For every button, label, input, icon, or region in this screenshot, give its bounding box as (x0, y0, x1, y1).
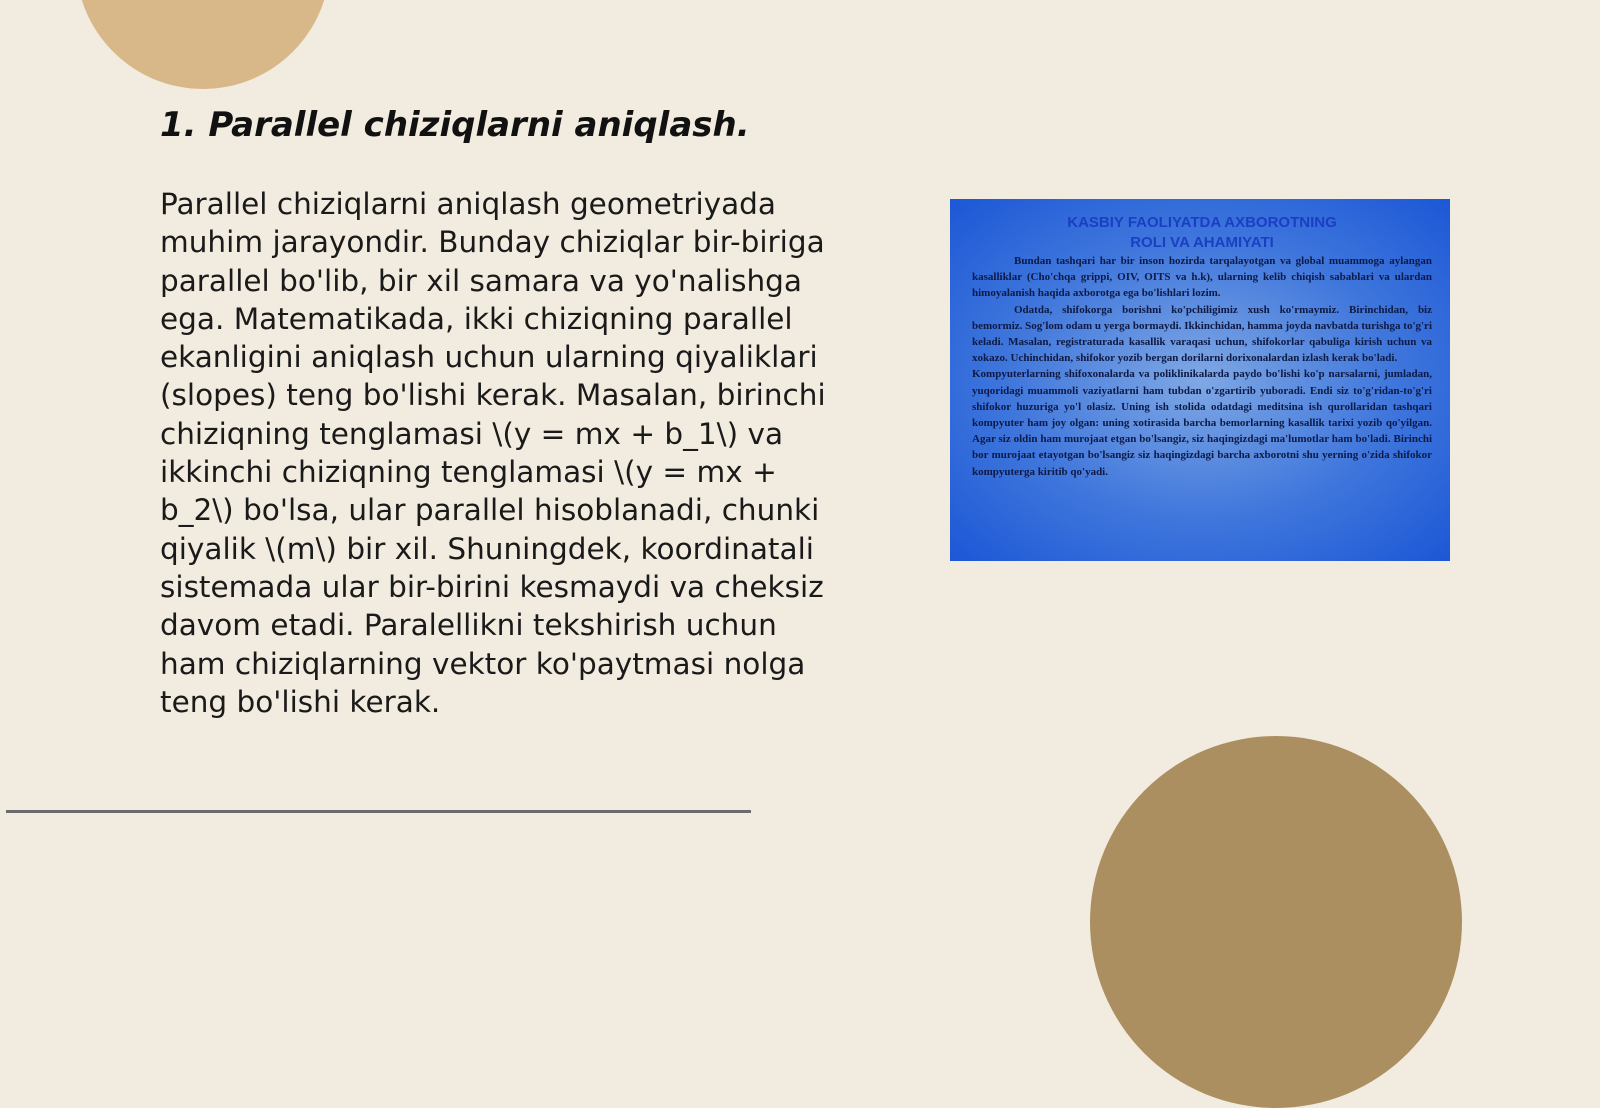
document-image-paragraph: Bundan tashqari har bir inson hozirda tarqalayotgan va global muammoga aylangan kasalliklar (Cho'chqa grippi, OIV, OITS va h.k), ularning kelib chiqish sabablari va ulardan himoyalanish haqida axborotga ega bo'lishlari lozim. (972, 255, 1432, 300)
slide-body-text: Parallel chiziqlarni aniqlash geometriyada muhim jarayondir. Bunday chiziqlar bir-biriga parallel bo'lib, bir xil samara va yo'nalishga ega. Matematikada, ikki chiziqning parallel ekanligini aniqlash uchun ularning qiyaliklari (slopes) teng bo'lishi kerak. Masalan, birinchi chiziqning tenglamasi \(y = mx + b_1\) va ikkinchi chiziqning tenglamasi \(y = mx + b_2\) bo'lsa, ular parallel hisoblanadi, chunki qiyalik \(m\) bir xil. Shuningdek, koordinatali sistemada ular bir-birini kesmaydi va cheksiz davom etadi. Paralellikni tekshirish uchun ham chiziqlarning vektor ko'paytmasi nolga teng bo'lishi kerak. (160, 187, 826, 719)
document-image (950, 199, 1450, 561)
decorative-circle-bottom (1090, 736, 1462, 1108)
document-image-title-line2: ROLI VA AHAMIYATI (1130, 234, 1274, 251)
document-image-title-line1: KASBIY FAOLIYATDA AXBOROTNING (1067, 214, 1337, 231)
slide-title: 1. Parallel chiziqlarni aniqlash. (160, 105, 750, 145)
document-image-paragraph: Kompyuterlarning shifoxonalarda va poliklinikalarda paydo bo'lishi ko'p narsalarni, jumladan, yuqoridagi muammoli vaziyatlarni ham tubdan o'zgartirib yuboradi. Endi siz to'g'ridan-to'g'ri shifokor huzuriga yo'l olasiz. Uning ish stolida odatdagi meditsina ish qurollaridan tashqari kompyuter ham joy olgan: uning xotirasida barcha bemorlarning kasallik tarixi yozib qo'yilgan. Agar siz oldin ham murojaat etgan bo'lsangiz, siz haqingizdagi ma'lumotlar ham bo'ladi. Birinchi bor murojaat etayotgan bo'lsangiz siz haqingizdagi barcha axborotni shu yerning o'zida shifokor kompyuterga kiritib qo'yadi. (972, 368, 1432, 478)
document-image-paragraph: Odatda, shifokorga borishni ko'pchiligimiz xush ko'rmaymiz. Birinchidan, biz bemormiz. Sog'lom odam u yerga bormaydi. Ikkinchidan, hamma joyda navbatda turishga to'g'ri keladi. Masalan, registraturada kasallik varaqasi uchun, shifokorlar qabuliga kirish uchun va xokazo. Uchinchidan, shifokor yozib bergan dorilarni dorixonalardan izlash kerak bo'ladi. (972, 303, 1432, 365)
divider-line (6, 810, 751, 813)
decorative-circle-top (76, 0, 330, 89)
